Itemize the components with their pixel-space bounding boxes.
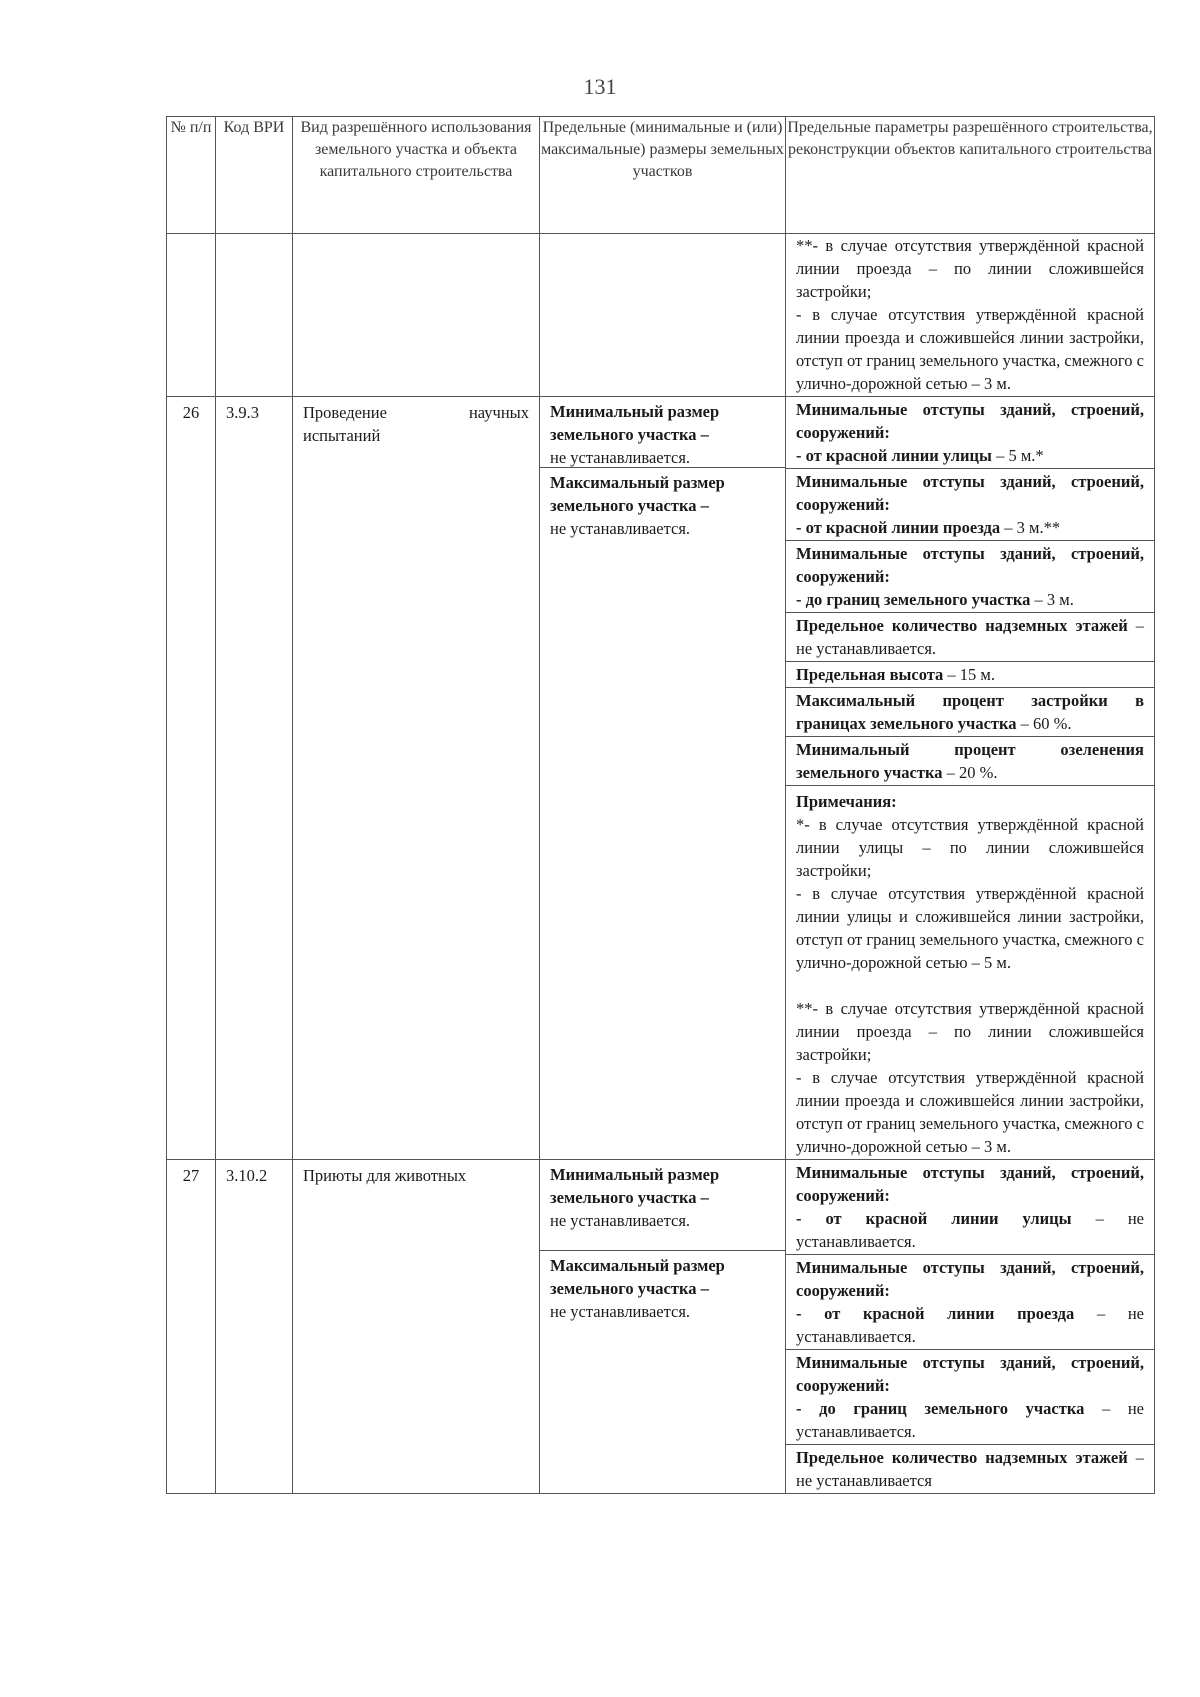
- header-num: № п/п: [167, 117, 216, 234]
- table-row: [167, 397, 1155, 1160]
- table-row: [167, 1160, 1155, 1494]
- row-code: 3.9.3: [216, 397, 293, 1160]
- param-block: Минимальные отступы зданий, строений, сооружений: - от красной линии улицы – 5 м.*: [786, 397, 1154, 469]
- param-block: Предельная высота – 15 м.: [786, 662, 1154, 688]
- max-size-block: [540, 467, 785, 543]
- note-line: *- в случае отсутствия утверждённой красной линии улицы – по линии сложившейся застройки;: [796, 815, 1144, 880]
- regulations-table: [166, 116, 1155, 1494]
- notes-title: Примечания:: [796, 792, 897, 811]
- min-size-block: [540, 1160, 785, 1250]
- page-number: 131: [583, 74, 617, 99]
- notes-block: [786, 786, 1154, 1159]
- min-size-block: [540, 397, 785, 467]
- row-use-name: Проведение научных испытаний: [293, 397, 540, 1160]
- continuation-row: [167, 234, 1155, 397]
- header-params: Предельные параметры разрешённого строительства, реконструкции объектов капитального строительства: [786, 117, 1155, 234]
- note-line: - в случае отсутствия утверждённой красной линии улицы и сложившейся линии застройки, отступ от границ земельного участка, смежного с улично-дорожной сетью – 5 м.: [796, 884, 1144, 972]
- table-header-row: [167, 117, 1155, 234]
- param-block: Предельное количество надземных этажей – не устанавливается: [796, 1448, 1144, 1490]
- continuation-note: - в случае отсутствия утверждённой красной линии проезда и сложившейся линии застройки, отступ от границ земельного участка, смежного с улично-дорожной сетью – 3 м.: [796, 305, 1144, 393]
- note-line: - в случае отсутствия утверждённой красной линии проезда и сложившейся линии застройки, отступ от границ земельного участка, смежного с улично-дорожной сетью – 3 м.: [796, 1068, 1144, 1156]
- param-block: Минимальные отступы зданий, строений, сооружений: - до границ земельного участка – не устанавливается.: [786, 1350, 1154, 1445]
- param-block: Минимальный процент озеленения земельного участка – 20 %.: [786, 737, 1154, 786]
- min-size-label: Минимальный размер земельного участка –: [550, 1165, 720, 1207]
- header-code: Код ВРИ: [216, 117, 293, 234]
- row-use-name: Приюты для животных: [293, 1160, 540, 1494]
- header-sizes: Предельные (минимальные и (или) максимальные) размеры земельных участков: [540, 117, 786, 234]
- param-block: Максимальный процент застройки в границах земельного участка – 60 %.: [786, 688, 1154, 737]
- max-size-label: Максимальный размер земельного участка –: [550, 1256, 725, 1298]
- param-block: Предельное количество надземных этажей – не устанавливается.: [786, 613, 1154, 662]
- params-cell: [786, 397, 1155, 1160]
- row-code: 3.10.2: [216, 1160, 293, 1494]
- row-number: 27: [167, 1160, 216, 1494]
- row-number: 26: [167, 397, 216, 1160]
- param-block: Минимальные отступы зданий, строений, сооружений: - до границ земельного участка – 3 м.: [786, 541, 1154, 613]
- params-cell: [786, 1160, 1155, 1494]
- header-use: Вид разрешённого использования земельного участка и объекта капитального строительства: [293, 117, 540, 234]
- param-block: Минимальные отступы зданий, строений, сооружений: - от красной линии проезда – 3 м.**: [786, 469, 1154, 541]
- max-size-value: не устанавливается.: [550, 1302, 691, 1321]
- max-size-label: Максимальный размер земельного участка –: [550, 473, 725, 515]
- continuation-note: **- в случае отсутствия утверждённой красной линии проезда – по линии сложившейся застройки;: [796, 236, 1144, 301]
- note-line: **- в случае отсутствия утверждённой красной линии проезда – по линии сложившейся застройки;: [796, 999, 1144, 1064]
- min-size-value: не устанавливается.: [550, 1211, 691, 1230]
- param-block: Минимальные отступы зданий, строений, сооружений: - от красной линии улицы – не устанавливается.: [786, 1160, 1154, 1255]
- max-size-value: не устанавливается.: [550, 519, 691, 538]
- max-size-block: [540, 1250, 785, 1326]
- min-size-label: Минимальный размер земельного участка –: [550, 402, 720, 444]
- param-block: Минимальные отступы зданий, строений, сооружений: - от красной линии проезда – не устанавливается.: [786, 1255, 1154, 1350]
- min-size-value: не устанавливается.: [550, 448, 691, 467]
